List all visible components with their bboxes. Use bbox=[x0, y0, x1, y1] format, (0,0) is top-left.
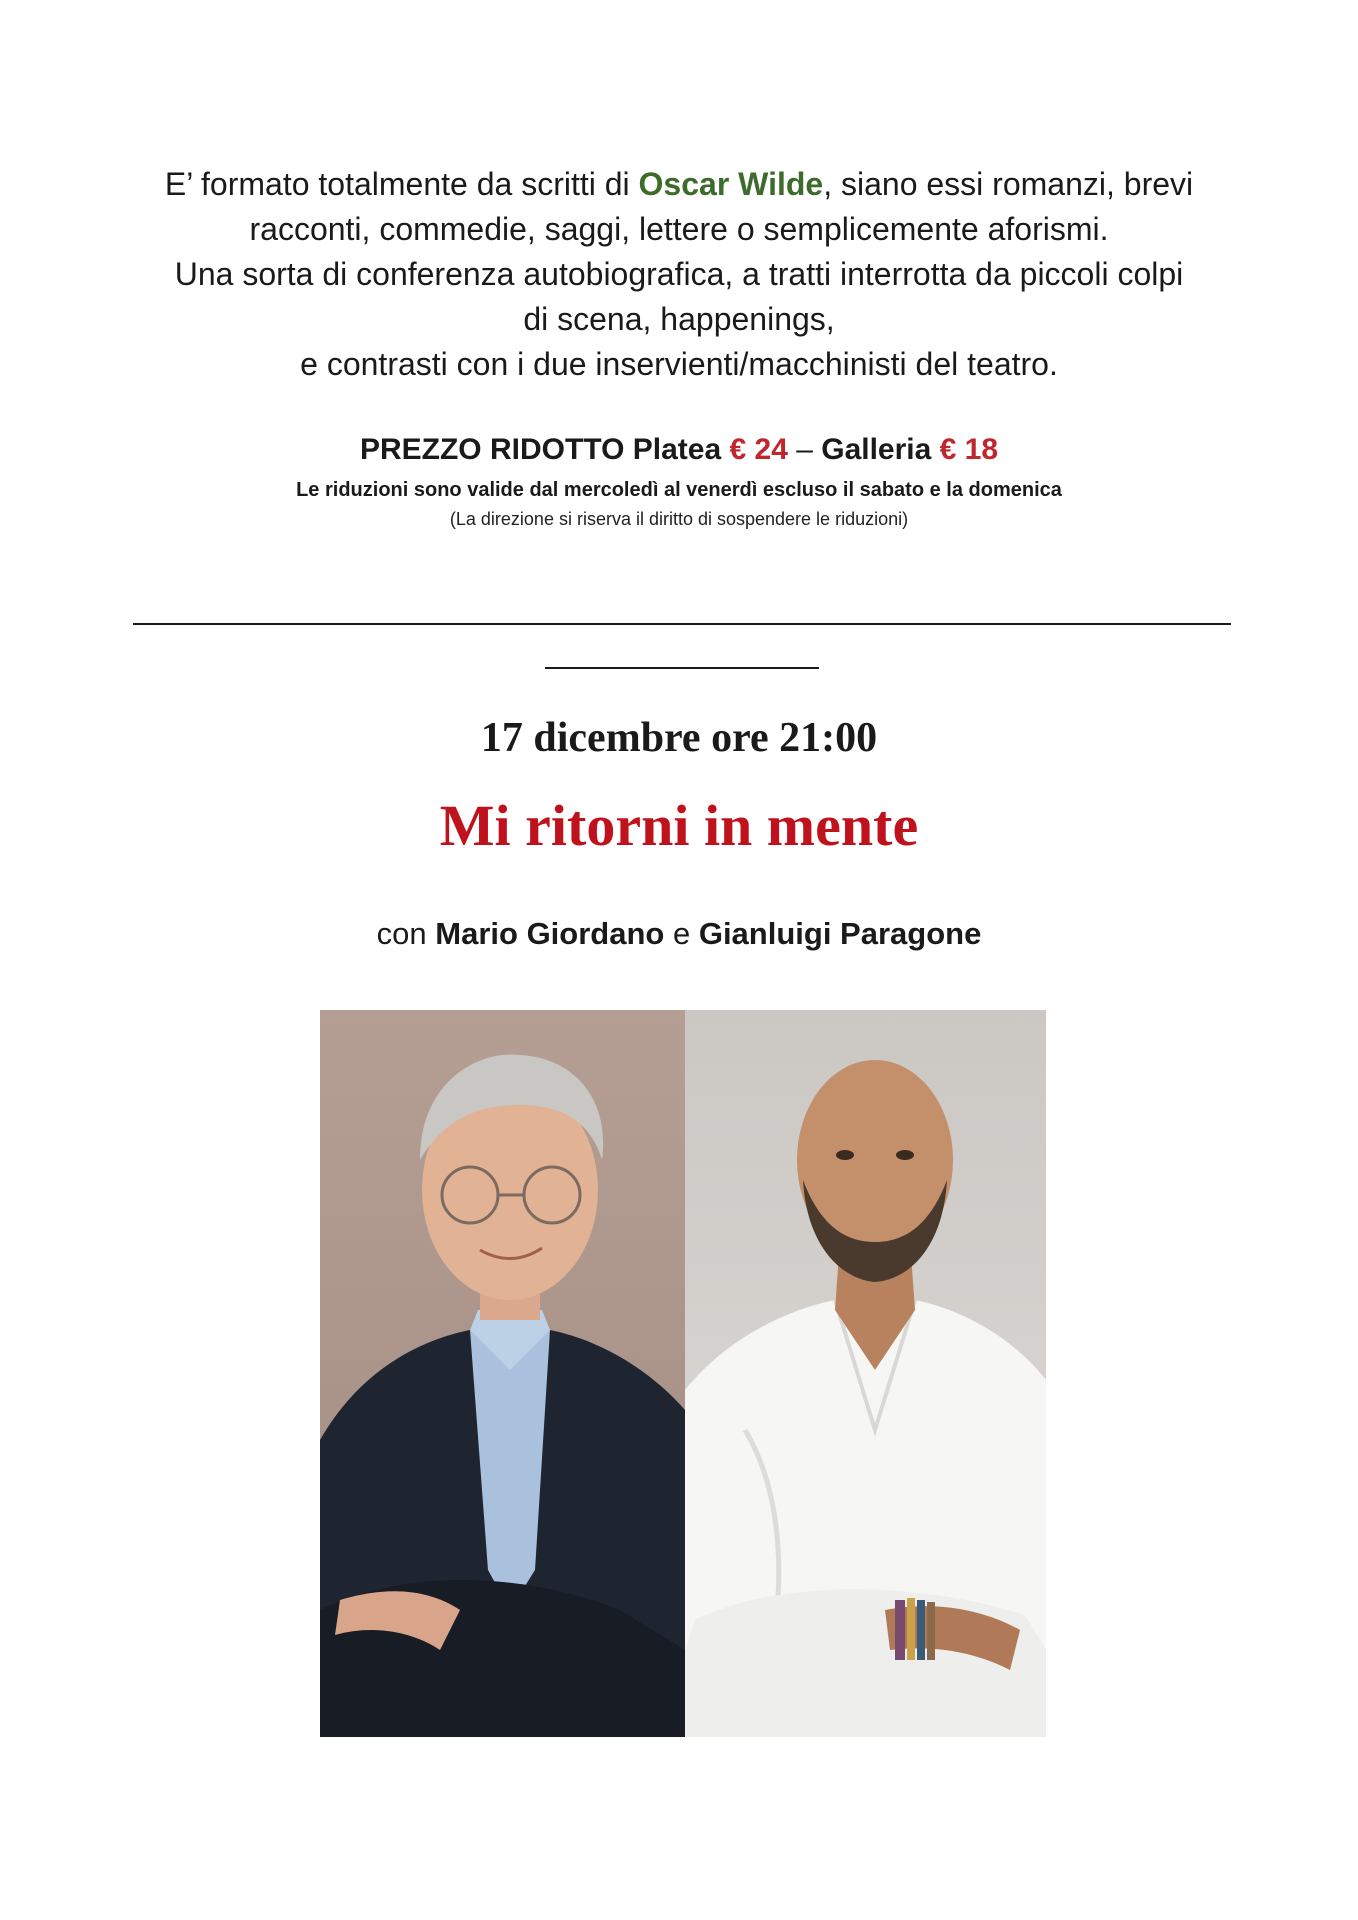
galleria-price: € 18 bbox=[939, 433, 999, 466]
price-label: PREZZO RIDOTTO Platea bbox=[359, 433, 730, 466]
cast-prefix: con bbox=[376, 916, 436, 951]
divider-line bbox=[133, 623, 1231, 625]
platea-price: € 24 bbox=[729, 433, 788, 466]
performer-2-photo bbox=[685, 1010, 1046, 1737]
performer-2: Gianluigi Paragone bbox=[698, 916, 982, 951]
performer-1-photo bbox=[320, 1010, 685, 1737]
event-datetime: 17 dicembre ore 21:00 bbox=[480, 715, 878, 761]
performer-1: Mario Giordano bbox=[435, 916, 665, 951]
intro-line-3: Una sorta di conferenza autobiografica, a tratti interrotta da piccoli colpi bbox=[174, 256, 1184, 292]
performer-1-portrait bbox=[320, 1010, 685, 1737]
event-cast bbox=[0, 914, 1358, 954]
price-separator: – bbox=[787, 433, 822, 466]
performer-2-portrait bbox=[685, 1010, 1046, 1737]
galleria-label: Galleria bbox=[821, 433, 940, 466]
author-name: Oscar Wilde bbox=[638, 166, 824, 202]
management-disclaimer: (La direzione si riserva il diritto di sospendere le riduzioni) bbox=[449, 509, 909, 529]
intro-text: , siano essi romanzi, brevi bbox=[823, 166, 1194, 202]
performers-photo bbox=[320, 1010, 1046, 1737]
intro-text: E’ formato totalmente da scritti di bbox=[164, 166, 639, 202]
intro-line-5: e contrasti con i due inservienti/macchinisti del teatro. bbox=[300, 346, 1058, 382]
intro-line-4: di scena, happenings, bbox=[523, 301, 835, 337]
divider-line-short bbox=[545, 667, 819, 669]
intro-line-1 bbox=[0, 162, 1358, 207]
reduced-price-line bbox=[0, 430, 1358, 470]
intro-paragraph bbox=[0, 162, 1358, 387]
event-title: Mi ritorni in mente bbox=[439, 793, 919, 858]
intro-line-2: racconti, commedie, saggi, lettere o semplicemente aforismi. bbox=[249, 211, 1109, 247]
cast-joiner: e bbox=[664, 916, 699, 951]
reduction-validity-note: Le riduzioni sono valide dal mercoledì al venerdì escluso il sabato e la domenica bbox=[296, 479, 1062, 501]
